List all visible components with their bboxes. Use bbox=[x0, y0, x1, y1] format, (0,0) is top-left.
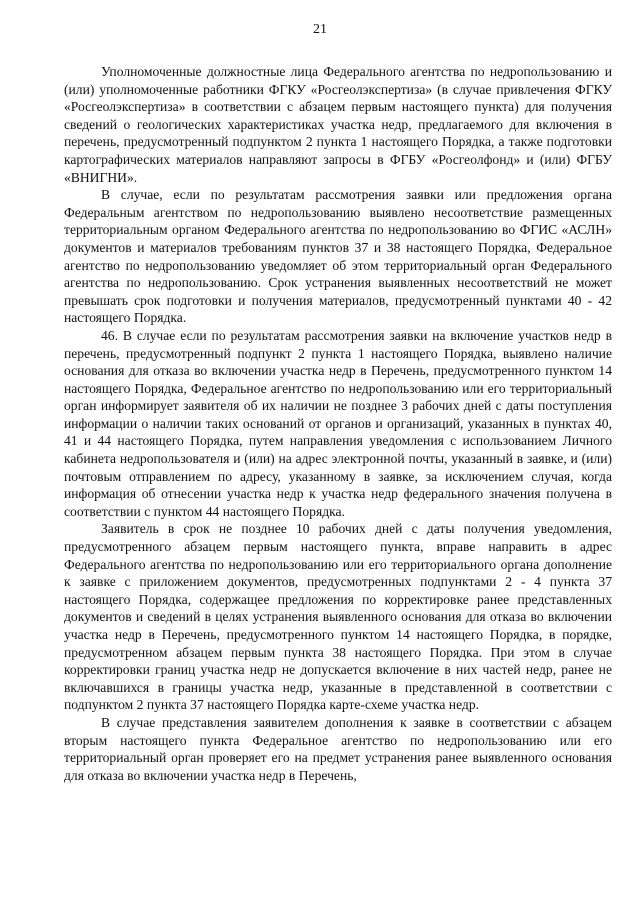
page-number: 21 bbox=[313, 22, 327, 37]
paragraph-clause-46: 46. В случае если по результатам рассмотрения заявки на включение участков недр в перечень, предусмотренный подпункт 2 пункта 1 настоящего Порядка, выявлено наличие основания для отказа во включении участка недр в Перечень, предусмотренного пунктом 14 настоящего Порядка, Федеральное агентство по недропользованию или его территориальный орган информирует заявителя об их наличии не позднее 3 рабочих дней с даты поступления информации о наличии таких оснований от органов и организаций, указанных в пунктах 40, 41 и 44 настоящего Порядка, путем направления уведомления с использованием Личного кабинета недропользователя и (или) на адрес электронной почты, указанный в заявке, и (или) почтовым отправлением по адресу, указанному в заявке, за исключением случая, когда информация об отнесении участка недр к участка недр федерального значения получена в соответствии с пунктом 44 настоящего Порядка. bbox=[64, 327, 612, 519]
paragraph-authorized-officials: Уполномоченные должностные лица Федерального агентства по недропользованию и (или) уполномоченные работники ФГКУ «Росгеолэкспертиза» (в случае привлечения ФГКУ «Росгеолэкспертиза» в соответствии с абзацем первым настоящего пункта) для получения сведений о геологических характеристиках участка недр, предлагаемого для включения в перечень, предусмотренный подпунктом 2 пункта 1 настоящего Порядка, а также подготовки картографических материалов направляют запросы в ФГБУ «Росгеолфонд» и (или) ФГБУ «ВНИГНИ». bbox=[64, 64, 612, 185]
paragraph-supplement-review: В случае представления заявителем дополнения к заявке в соответствии с абзацем вторым настоящего пункта Федеральное агентство по недропользованию или его территориальный орган проверяет его на предмет устранения ранее выявленного основания для отказа во включении участка недр в Перечень, bbox=[64, 714, 612, 783]
paragraph-nonconformity-notice: В случае, если по результатам рассмотрения заявки или предложения органа Федеральным агентством по недропользованию выявлено несоответствие размещенных территориальным органом Федерального агентства по недропользованию во ФГИС «АСЛН» документов и материалов требованиям пунктов 37 и 38 настоящего Порядка, Федеральное агентство по недропользованию уведомляет об этом территориальный орган Федерального агентства по недропользованию. Срок устранения выявленных несоответствий не может превышать срок подготовки и получения материалов, предусмотренный пунктами 40 - 42 настоящего Порядка. bbox=[64, 187, 612, 326]
document-body bbox=[64, 63, 612, 784]
paragraph-applicant-supplement: Заявитель в срок не позднее 10 рабочих дней с даты получения уведомления, предусмотренного абзацем первым настоящего пункта, вправе направить в адрес Федерального агентства по недропользованию или его территориального органа дополнение к заявке с приложением документов, предусмотренных подпунктами 2 - 4 пункта 37 настоящего Порядка, содержащее предложения по корректировке ранее представленных документов и сведений в целях устранения выявленного основания для отказа во включении участка недр в Перечень, предусмотренного пунктом 14 настоящего Порядка, в порядке, предусмотренном абзацем первым пункта 38 настоящего Порядка. При этом в случае корректировки границ участка недр не допускается включение в них частей недр, ранее не включавшихся в границы участка недр, указанные в представленной в соответствии с подпунктом 2 пункта 37 настоящего Порядка карте-схеме участка недр. bbox=[64, 521, 612, 713]
